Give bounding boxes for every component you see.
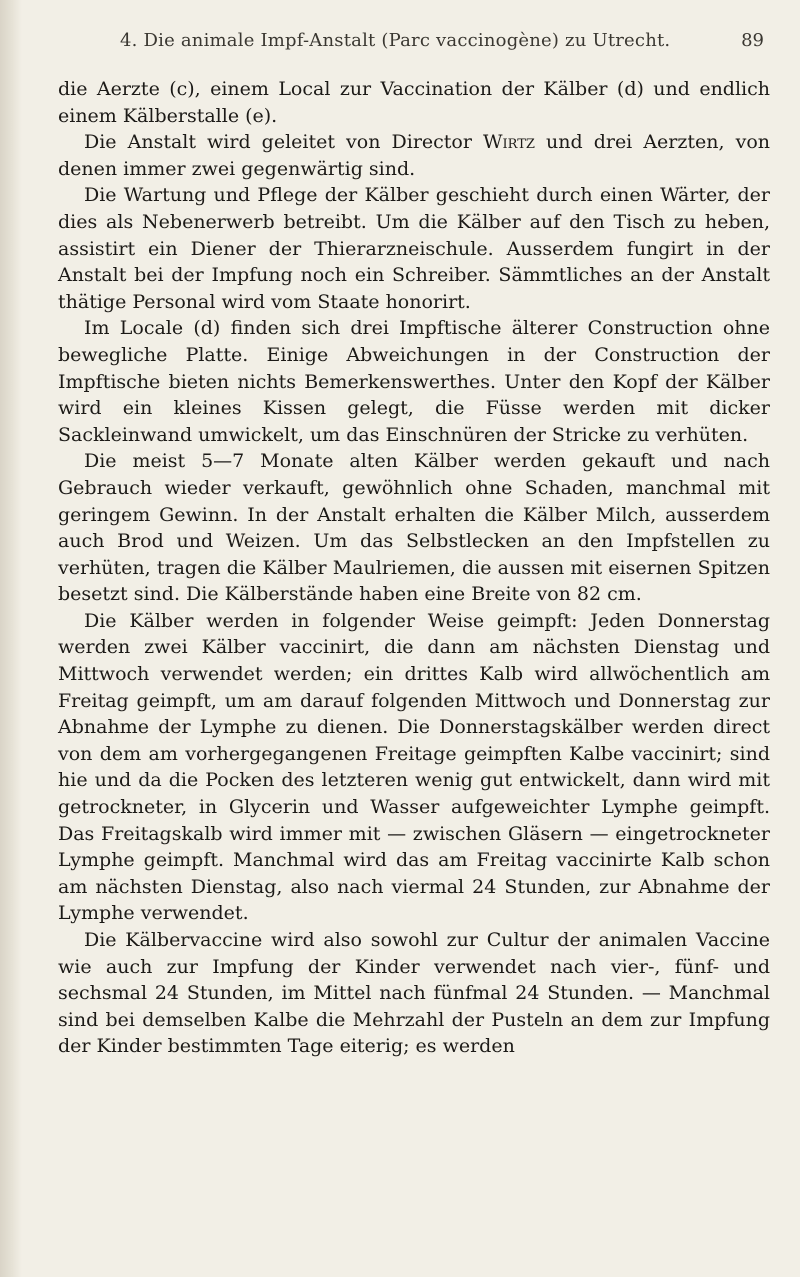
- page-number: 89: [741, 30, 764, 51]
- body-text: [58, 76, 770, 1060]
- director-name: Wirtz: [483, 131, 535, 154]
- running-head: [58, 30, 770, 58]
- running-head-title: 4. Die animale Impf-Anstalt (Parc vaccinogène) zu Utrecht.: [120, 30, 671, 51]
- paragraph-2-text-start: Die Anstalt wird geleitet von Director: [84, 131, 484, 154]
- paragraph-2-text-end: und drei Aerzten, von denen immer zwei gegenwärtig sind.: [58, 131, 770, 180]
- book-page: [58, 30, 770, 1260]
- paragraph-6: Die Kälber werden in folgender Weise geimpft: Jeden Donnerstag werden zwei Kälber vaccinirt, die dann am nächsten Dienstag und Mittwoch verwendet werden; ein drittes Kalb wird allwöchentlich am Freitag geimpft, um am darauf folgenden Mittwoch und Donnerstag zur Abnahme der Lymphe zu dienen. Die Donnerstagskälber werden direct von dem am vorhergegangenen Freitage geimpften Kalbe vaccinirt; sind hie und da die Pocken des letzteren wenig gut entwickelt, dann wird mit getrockneter, in Glycerin und Wasser aufgeweichter Lymphe geimpft. Das Freitagskalb wird immer mit — zwischen Gläsern — eingetrockneter Lymphe geimpft. Manchmal wird das am Freitag vaccinirte Kalb schon am nächsten Dienstag, also nach viermal 24 Stunden, zur Abnahme der Lymphe verwendet.: [58, 609, 770, 925]
- paragraph-3: Die Wartung und Pflege der Kälber geschieht durch einen Wärter, der dies als Nebenerwerb betreibt. Um die Kälber auf den Tisch zu heben, assistirt ein Diener der Thierarzneischule. Ausserdem fungirt in der Anstalt bei der Impfung noch ein Schreiber. Sämmtliches an der Anstalt thätige Personal wird vom Staate honorirt.: [58, 184, 770, 313]
- binding-edge: [0, 0, 22, 1277]
- paragraph-2: [58, 129, 770, 182]
- paragraph-7: Die Kälbervaccine wird also sowohl zur Cultur der animalen Vaccine wie auch zur Impfung der Kinder verwendet nach vier-, fünf- und sechsmal 24 Stunden, im Mittel nach fünfmal 24 Stunden. — Manchmal sind bei demselben Kalbe die Mehrzahl der Pusteln an dem zur Impfung der Kinder bestimmten Tage eiterig; es werden: [58, 929, 770, 1058]
- paragraph-5: Die meist 5—7 Monate alten Kälber werden gekauft und nach Gebrauch wieder verkauft, gewöhnlich ohne Schaden, manchmal mit geringem Gewinn. In der Anstalt erhalten die Kälber Milch, ausserdem auch Brod und Weizen. Um das Selbstlecken an den Impfstellen zu verhüten, tragen die Kälber Maulriemen, die aussen mit eisernen Spitzen besetzt sind. Die Kälberstände haben eine Breite von 82 cm.: [58, 450, 770, 606]
- paragraph-4: Im Locale (d) finden sich drei Impftische älterer Construction ohne bewegliche Platte. Einige Abweichungen in der Construction der Impftische bieten nichts Bemerkenswerthes. Unter den Kopf der Kälber wird ein kleines Kissen gelegt, die Füsse werden mit dicker Sackleinwand umwickelt, um das Einschnüren der Stricke zu verhüten.: [58, 317, 770, 446]
- paragraph-1: die Aerzte (c), einem Local zur Vaccination der Kälber (d) und endlich einem Kälberstalle (e).: [58, 78, 770, 127]
